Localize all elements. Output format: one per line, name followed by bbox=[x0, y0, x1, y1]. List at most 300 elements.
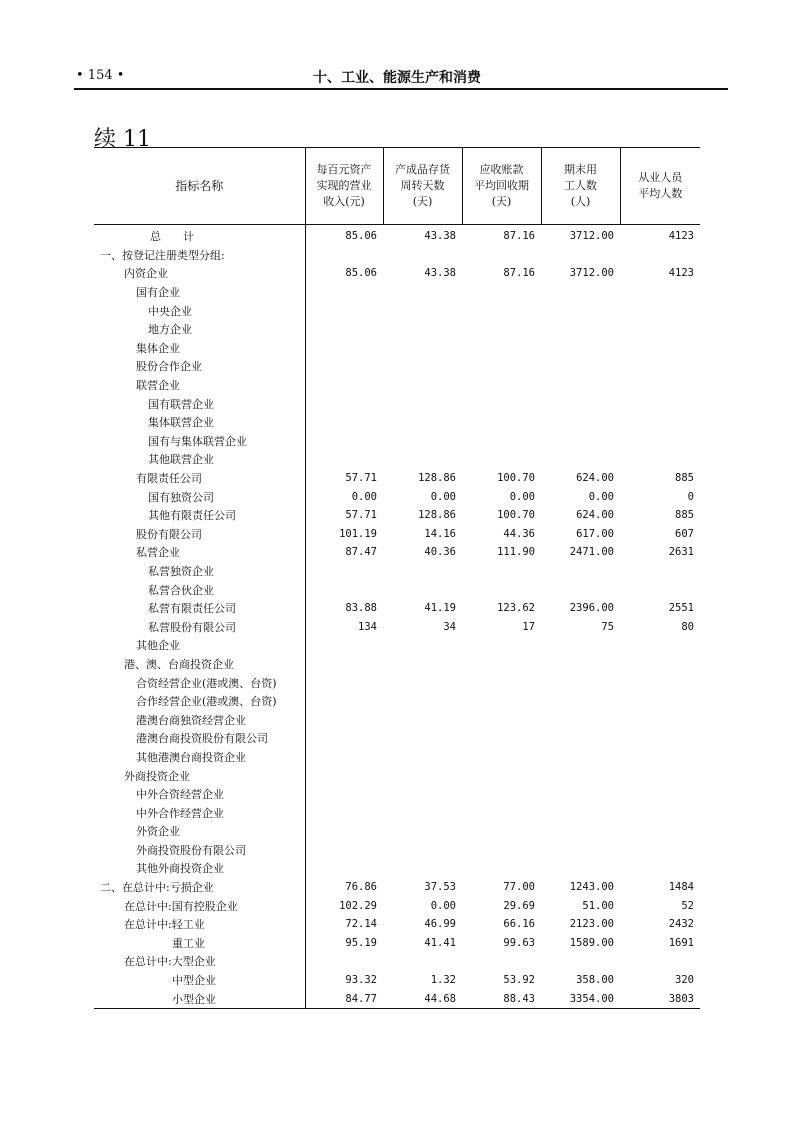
value-cell bbox=[541, 450, 620, 469]
value-cell bbox=[462, 246, 541, 265]
value-cell bbox=[383, 673, 462, 692]
table-row bbox=[94, 655, 700, 674]
value-cell: 1589.00 bbox=[569, 936, 614, 949]
row-label: 集体联营企业 bbox=[94, 413, 305, 432]
table-row bbox=[94, 376, 700, 395]
value-cell bbox=[305, 710, 383, 729]
row-label: 其他企业 bbox=[94, 636, 305, 655]
value-cell: 0 bbox=[687, 490, 694, 503]
row-label: 港澳台商独资经营企业 bbox=[94, 710, 305, 729]
value-cell: 0.00 bbox=[430, 490, 456, 503]
value-cell: 43.38 bbox=[424, 230, 456, 243]
value-cell bbox=[305, 952, 383, 971]
value-cell: 624.00 bbox=[576, 472, 614, 485]
row-label: 港澳台商投资股份有限公司 bbox=[94, 729, 305, 748]
table-row bbox=[94, 450, 700, 469]
value-cell bbox=[620, 301, 700, 320]
table-row bbox=[94, 320, 700, 339]
table-row bbox=[94, 748, 700, 767]
table-body bbox=[94, 225, 700, 1009]
value-cell bbox=[462, 822, 541, 841]
row-label: 私营企业 bbox=[94, 543, 305, 562]
value-cell: 607 bbox=[675, 527, 694, 540]
row-label: 在总计中:国有控股企业 bbox=[94, 896, 305, 915]
value-cell bbox=[383, 376, 462, 395]
value-cell bbox=[305, 246, 383, 265]
value-cell bbox=[305, 748, 383, 767]
value-cell: 2631 bbox=[668, 546, 694, 559]
value-cell bbox=[305, 729, 383, 748]
running-title: 十、工业、能源生产和消费 bbox=[313, 70, 481, 86]
column-header: 产成品存货 周转天数 (天) bbox=[383, 148, 462, 225]
value-cell bbox=[541, 562, 620, 581]
value-cell bbox=[541, 785, 620, 804]
value-cell: 52 bbox=[681, 899, 694, 912]
table-row bbox=[94, 301, 700, 320]
row-label: 二、在总计中:亏损企业 bbox=[94, 878, 305, 897]
row-label: 股份有限公司 bbox=[94, 525, 305, 544]
value-cell bbox=[620, 320, 700, 339]
value-cell: 72.14 bbox=[345, 918, 377, 931]
value-cell bbox=[462, 562, 541, 581]
table-row bbox=[94, 525, 700, 544]
table-row bbox=[94, 803, 700, 822]
value-cell: 885 bbox=[675, 509, 694, 522]
value-cell: 85.06 bbox=[345, 230, 377, 243]
value-cell bbox=[383, 748, 462, 767]
value-cell bbox=[541, 673, 620, 692]
value-cell bbox=[541, 841, 620, 860]
value-cell bbox=[620, 673, 700, 692]
value-cell: 4123 bbox=[668, 267, 694, 280]
table-row bbox=[94, 543, 700, 562]
value-cell bbox=[541, 636, 620, 655]
value-cell bbox=[541, 952, 620, 971]
value-cell bbox=[541, 803, 620, 822]
table-row bbox=[94, 934, 700, 953]
value-cell bbox=[462, 859, 541, 878]
row-label: 合资经营企业(港或澳、台资) bbox=[94, 673, 305, 692]
value-cell bbox=[383, 841, 462, 860]
table-header bbox=[94, 148, 700, 225]
value-cell bbox=[620, 246, 700, 265]
value-cell: 87.47 bbox=[345, 546, 377, 559]
value-cell bbox=[383, 785, 462, 804]
value-cell bbox=[383, 339, 462, 358]
row-label: 中外合资经营企业 bbox=[94, 785, 305, 804]
value-cell bbox=[541, 339, 620, 358]
row-label: 私营有限责任公司 bbox=[94, 599, 305, 618]
value-cell bbox=[383, 394, 462, 413]
value-cell: 76.86 bbox=[345, 881, 377, 894]
value-cell: 3712.00 bbox=[569, 267, 614, 280]
row-label: 外商投资企业 bbox=[94, 766, 305, 785]
value-cell: 83.88 bbox=[345, 602, 377, 615]
value-cell bbox=[383, 283, 462, 302]
value-cell bbox=[462, 339, 541, 358]
value-cell bbox=[305, 283, 383, 302]
value-cell bbox=[462, 283, 541, 302]
row-label: 国有联营企业 bbox=[94, 394, 305, 413]
value-cell: 101.19 bbox=[339, 527, 377, 540]
value-cell: 1243.00 bbox=[569, 881, 614, 894]
value-cell: 624.00 bbox=[576, 509, 614, 522]
value-cell: 885 bbox=[675, 472, 694, 485]
value-cell: 75 bbox=[601, 620, 614, 633]
row-label: 中央企业 bbox=[94, 301, 305, 320]
row-label: 私营合伙企业 bbox=[94, 580, 305, 599]
value-cell bbox=[620, 394, 700, 413]
row-label: 股份合作企业 bbox=[94, 357, 305, 376]
table-row bbox=[94, 487, 700, 506]
value-cell bbox=[541, 413, 620, 432]
value-cell bbox=[541, 859, 620, 878]
value-cell: 29.69 bbox=[503, 899, 535, 912]
value-cell bbox=[462, 450, 541, 469]
value-cell bbox=[462, 841, 541, 860]
value-cell bbox=[305, 785, 383, 804]
value-cell bbox=[620, 692, 700, 711]
row-label: 中外合作经营企业 bbox=[94, 803, 305, 822]
column-header: 应收账款 平均回收期 (天) bbox=[462, 148, 541, 225]
value-cell bbox=[305, 562, 383, 581]
table-row bbox=[94, 915, 700, 934]
table-row bbox=[94, 859, 700, 878]
value-cell: 3354.00 bbox=[541, 989, 620, 1008]
value-cell: 3712.00 bbox=[569, 230, 614, 243]
value-cell bbox=[462, 785, 541, 804]
value-cell: 128.86 bbox=[418, 472, 456, 485]
value-cell bbox=[462, 748, 541, 767]
value-cell bbox=[620, 841, 700, 860]
value-cell bbox=[305, 655, 383, 674]
column-header: 从业人员 平均人数 bbox=[620, 148, 700, 225]
value-cell: 85.06 bbox=[345, 267, 377, 280]
value-cell bbox=[620, 952, 700, 971]
value-cell bbox=[620, 413, 700, 432]
row-label: 在总计中:轻工业 bbox=[94, 915, 305, 934]
value-cell bbox=[541, 432, 620, 451]
value-cell: 46.99 bbox=[424, 918, 456, 931]
row-label: 小型企业 bbox=[94, 989, 305, 1008]
row-label: 一、按登记注册类型分组: bbox=[94, 246, 305, 265]
table-row bbox=[94, 432, 700, 451]
row-label: 外资企业 bbox=[94, 822, 305, 841]
value-cell: 14.16 bbox=[424, 527, 456, 540]
value-cell: 128.86 bbox=[418, 509, 456, 522]
header-rule bbox=[74, 88, 728, 90]
value-cell bbox=[383, 692, 462, 711]
value-cell: 57.71 bbox=[345, 472, 377, 485]
value-cell: 111.90 bbox=[497, 546, 535, 559]
value-cell bbox=[305, 822, 383, 841]
value-cell bbox=[620, 766, 700, 785]
value-cell bbox=[383, 562, 462, 581]
row-label: 其他有限责任公司 bbox=[94, 506, 305, 525]
value-cell: 17 bbox=[522, 620, 535, 633]
table-row bbox=[94, 710, 700, 729]
value-cell: 44.68 bbox=[383, 989, 462, 1008]
value-cell bbox=[620, 636, 700, 655]
table-row bbox=[94, 413, 700, 432]
value-cell bbox=[541, 748, 620, 767]
value-cell bbox=[383, 766, 462, 785]
value-cell: 43.38 bbox=[424, 267, 456, 280]
value-cell: 51.00 bbox=[582, 899, 614, 912]
value-cell bbox=[541, 301, 620, 320]
value-cell bbox=[541, 766, 620, 785]
table-row bbox=[94, 989, 700, 1008]
table-row bbox=[94, 673, 700, 692]
row-label: 港、澳、台商投资企业 bbox=[94, 655, 305, 674]
value-cell: 95.19 bbox=[345, 936, 377, 949]
value-cell bbox=[305, 301, 383, 320]
value-cell: 2432 bbox=[668, 918, 694, 931]
value-cell bbox=[383, 580, 462, 599]
value-cell bbox=[462, 376, 541, 395]
value-cell bbox=[620, 655, 700, 674]
value-cell bbox=[620, 803, 700, 822]
value-cell: 88.43 bbox=[462, 989, 541, 1008]
column-header: 期末用 工人数 (人) bbox=[541, 148, 620, 225]
table-row bbox=[94, 766, 700, 785]
value-cell bbox=[541, 283, 620, 302]
value-cell bbox=[305, 673, 383, 692]
value-cell bbox=[383, 803, 462, 822]
value-cell bbox=[305, 580, 383, 599]
value-cell bbox=[383, 822, 462, 841]
value-cell: 40.36 bbox=[424, 546, 456, 559]
value-cell bbox=[541, 710, 620, 729]
value-cell: 87.16 bbox=[503, 230, 535, 243]
value-cell bbox=[620, 562, 700, 581]
table-row bbox=[94, 246, 700, 265]
value-cell bbox=[383, 952, 462, 971]
value-cell bbox=[462, 952, 541, 971]
value-cell bbox=[462, 803, 541, 822]
table-row bbox=[94, 841, 700, 860]
row-label: 国有独资公司 bbox=[94, 487, 305, 506]
row-label: 其他外商投资企业 bbox=[94, 859, 305, 878]
value-cell bbox=[462, 673, 541, 692]
value-cell bbox=[462, 710, 541, 729]
value-cell bbox=[541, 822, 620, 841]
value-cell: 100.70 bbox=[497, 509, 535, 522]
table-row bbox=[94, 617, 700, 636]
row-label: 国有与集体联营企业 bbox=[94, 432, 305, 451]
table-row bbox=[94, 357, 700, 376]
value-cell bbox=[462, 766, 541, 785]
value-cell bbox=[541, 357, 620, 376]
row-label: 国有企业 bbox=[94, 283, 305, 302]
row-label: 私营股份有限公司 bbox=[94, 617, 305, 636]
value-cell bbox=[383, 357, 462, 376]
value-cell bbox=[541, 246, 620, 265]
row-label: 其他港澳台商投资企业 bbox=[94, 748, 305, 767]
page-number: • 154 • bbox=[76, 68, 125, 83]
value-cell bbox=[462, 394, 541, 413]
table-row bbox=[94, 506, 700, 525]
value-cell: 53.92 bbox=[503, 974, 535, 987]
value-cell bbox=[541, 580, 620, 599]
table-row bbox=[94, 339, 700, 358]
value-cell: 1691 bbox=[668, 936, 694, 949]
value-cell bbox=[541, 320, 620, 339]
value-cell bbox=[462, 301, 541, 320]
value-cell bbox=[462, 413, 541, 432]
row-label: 中型企业 bbox=[94, 971, 305, 990]
value-cell bbox=[383, 636, 462, 655]
value-cell bbox=[305, 320, 383, 339]
value-cell bbox=[462, 357, 541, 376]
value-cell: 66.16 bbox=[503, 918, 535, 931]
value-cell: 0.00 bbox=[509, 490, 535, 503]
row-label: 在总计中:大型企业 bbox=[94, 952, 305, 971]
value-cell bbox=[462, 655, 541, 674]
value-cell: 100.70 bbox=[497, 472, 535, 485]
row-label: 内资企业 bbox=[94, 264, 305, 283]
value-cell bbox=[620, 376, 700, 395]
value-cell bbox=[383, 450, 462, 469]
value-cell: 80 bbox=[681, 620, 694, 633]
value-cell: 37.53 bbox=[424, 881, 456, 894]
value-cell: 0.00 bbox=[351, 490, 377, 503]
value-cell: 123.62 bbox=[497, 602, 535, 615]
value-cell: 93.32 bbox=[345, 974, 377, 987]
value-cell bbox=[305, 432, 383, 451]
row-label: 有限责任公司 bbox=[94, 469, 305, 488]
value-cell: 320 bbox=[675, 974, 694, 987]
value-cell bbox=[620, 710, 700, 729]
value-cell bbox=[620, 450, 700, 469]
value-cell bbox=[305, 841, 383, 860]
continuation-label: 续 11 bbox=[94, 127, 151, 152]
row-label: 集体企业 bbox=[94, 339, 305, 358]
value-cell: 1.32 bbox=[430, 974, 456, 987]
value-cell: 2396.00 bbox=[569, 602, 614, 615]
column-header: 指标名称 bbox=[94, 148, 305, 225]
value-cell: 4123 bbox=[668, 230, 694, 243]
table-row bbox=[94, 878, 700, 897]
row-label: 私营独资企业 bbox=[94, 562, 305, 581]
table-row bbox=[94, 896, 700, 915]
table-row bbox=[94, 822, 700, 841]
value-cell bbox=[383, 246, 462, 265]
value-cell: 0.00 bbox=[430, 899, 456, 912]
value-cell bbox=[620, 580, 700, 599]
value-cell bbox=[305, 357, 383, 376]
table-row bbox=[94, 562, 700, 581]
value-cell bbox=[383, 301, 462, 320]
row-label: 重工业 bbox=[94, 934, 305, 953]
table-row bbox=[94, 580, 700, 599]
value-cell bbox=[305, 692, 383, 711]
value-cell: 3803 bbox=[620, 989, 700, 1008]
value-cell: 84.77 bbox=[305, 989, 383, 1008]
column-header: 每百元资产 实现的营业 收入(元) bbox=[305, 148, 383, 225]
value-cell bbox=[305, 636, 383, 655]
value-cell: 2551 bbox=[668, 602, 694, 615]
table-row bbox=[94, 599, 700, 618]
value-cell: 134 bbox=[358, 620, 377, 633]
value-cell: 87.16 bbox=[503, 267, 535, 280]
value-cell bbox=[462, 729, 541, 748]
row-label: 联营企业 bbox=[94, 376, 305, 395]
value-cell bbox=[620, 432, 700, 451]
value-cell: 1484 bbox=[668, 881, 694, 894]
table-row bbox=[94, 785, 700, 804]
value-cell bbox=[620, 748, 700, 767]
value-cell bbox=[541, 655, 620, 674]
value-cell bbox=[620, 822, 700, 841]
table-row bbox=[94, 692, 700, 711]
value-cell bbox=[541, 376, 620, 395]
table-row bbox=[94, 264, 700, 283]
value-cell bbox=[462, 432, 541, 451]
value-cell bbox=[383, 413, 462, 432]
table-row bbox=[94, 469, 700, 488]
value-cell bbox=[305, 450, 383, 469]
value-cell bbox=[383, 859, 462, 878]
value-cell: 44.36 bbox=[503, 527, 535, 540]
value-cell bbox=[462, 580, 541, 599]
data-table bbox=[94, 147, 700, 1009]
value-cell bbox=[620, 785, 700, 804]
table-row bbox=[94, 394, 700, 413]
value-cell bbox=[305, 394, 383, 413]
value-cell bbox=[305, 339, 383, 358]
value-cell bbox=[305, 413, 383, 432]
value-cell bbox=[383, 710, 462, 729]
row-label: 地方企业 bbox=[94, 320, 305, 339]
value-cell: 57.71 bbox=[345, 509, 377, 522]
value-cell bbox=[383, 655, 462, 674]
value-cell bbox=[305, 803, 383, 822]
value-cell bbox=[305, 766, 383, 785]
value-cell: 0.00 bbox=[588, 490, 614, 503]
value-cell: 34 bbox=[443, 620, 456, 633]
value-cell: 358.00 bbox=[576, 974, 614, 987]
value-cell: 2123.00 bbox=[569, 918, 614, 931]
value-cell bbox=[541, 692, 620, 711]
value-cell bbox=[620, 283, 700, 302]
value-cell bbox=[541, 394, 620, 413]
table-row bbox=[94, 283, 700, 302]
value-cell: 41.41 bbox=[424, 936, 456, 949]
value-cell bbox=[541, 729, 620, 748]
value-cell bbox=[462, 692, 541, 711]
table-row bbox=[94, 729, 700, 748]
value-cell: 77.00 bbox=[503, 881, 535, 894]
value-cell bbox=[620, 859, 700, 878]
table-row bbox=[94, 636, 700, 655]
value-cell bbox=[462, 636, 541, 655]
value-cell: 2471.00 bbox=[569, 546, 614, 559]
value-cell bbox=[383, 729, 462, 748]
value-cell bbox=[620, 357, 700, 376]
value-cell: 41.19 bbox=[424, 602, 456, 615]
value-cell: 99.63 bbox=[503, 936, 535, 949]
value-cell bbox=[305, 376, 383, 395]
value-cell bbox=[462, 320, 541, 339]
value-cell bbox=[305, 859, 383, 878]
value-cell: 617.00 bbox=[576, 527, 614, 540]
value-cell: 102.29 bbox=[339, 899, 377, 912]
table-row bbox=[94, 952, 700, 971]
table-row bbox=[94, 225, 700, 246]
value-cell bbox=[383, 320, 462, 339]
table-row bbox=[94, 971, 700, 990]
